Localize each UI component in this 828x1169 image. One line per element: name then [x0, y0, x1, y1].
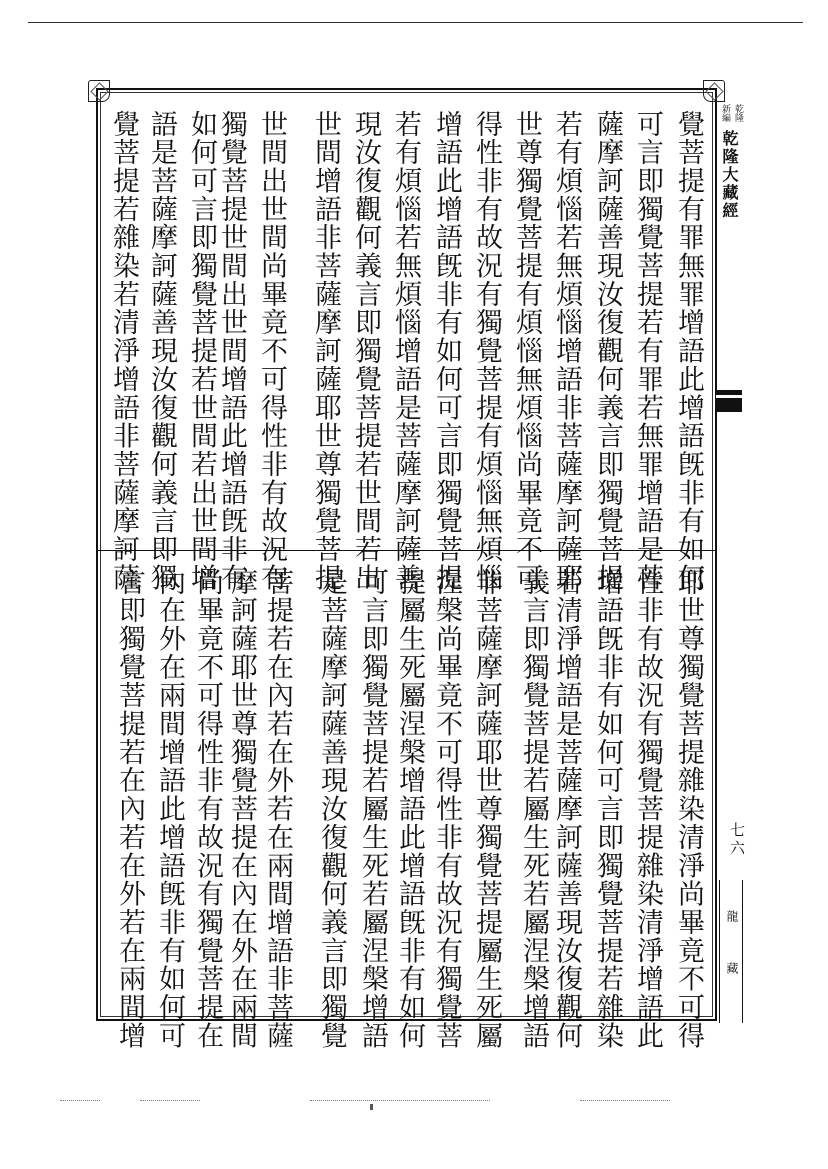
text-column: 世間出世間尚畢竟不可得性非有故況有: [256, 110, 287, 592]
text-column: 得性非有故況有獨覺菩提有煩惱無煩惱: [471, 110, 502, 592]
text-column: 覺菩提若雜染若清淨增語非菩薩摩訶薩: [108, 110, 139, 592]
bottom-dotted-rule: [140, 1100, 200, 1101]
text-column: 語是菩薩摩訶薩善現汝復觀何義言即獨: [146, 110, 177, 592]
text-column: 增語此增語旣非有如何可言即獨覺菩提: [431, 110, 462, 592]
bottom-dotted-rule: [310, 1100, 490, 1101]
text-column: 非菩薩摩訶薩耶世尊獨覺菩提屬生死屬: [471, 568, 502, 1050]
text-column: 若清淨增語是菩薩摩訶薩善現汝復觀何: [551, 568, 582, 1050]
text-column: 現汝復觀何義言即獨覺菩提若世間若出: [350, 110, 381, 592]
text-column: 增語旣非有如何可言即獨覺菩提若雜染: [592, 568, 623, 1050]
bottom-dotted-rule: [60, 1100, 100, 1101]
top-rule: [28, 22, 803, 23]
text-column: 獨覺菩提世間出世間增語此增語旣非有: [216, 110, 247, 592]
margin-block-mark: [716, 390, 742, 412]
text-column: 涅槃尚畢竟不可得性非有故況有獨覺菩: [431, 568, 462, 1050]
sutra-title: 乾隆大藏經: [720, 130, 739, 220]
text-column: 如何可言即獨覺菩提若世間若出世間增: [186, 110, 217, 592]
text-column: 覺菩提有罪無罪增語此增語旣非有如何: [673, 110, 704, 592]
text-column: 摩訶薩耶世尊獨覺菩提在內在外在兩間: [226, 568, 257, 1050]
text-column: 性非有故況有獨覺菩提雜染清淨增語此: [632, 568, 663, 1050]
edition-mark: 龍 藏: [725, 910, 739, 992]
text-column: 提屬生死屬涅槃增語此增語旣非有如何: [394, 568, 425, 1050]
text-column: 言即獨覺菩提若在內若在外若在兩間增: [114, 568, 145, 1050]
text-column: 若有煩惱若無煩惱增語是菩薩摩訶薩善: [390, 110, 421, 592]
text-column: 尚畢竟不可得性非有故況有獨覺菩提在: [192, 568, 223, 1050]
text-column: 薩摩訶薩善現汝復觀何義言即獨覺菩提: [592, 110, 623, 592]
margin-block-line: [716, 395, 742, 398]
text-column: 內在外在兩間增語此增語旣非有如何可: [154, 568, 185, 1050]
corner-ornament-left: [88, 80, 110, 102]
bottom-dotted-rule: [580, 1100, 670, 1101]
series-label-1: 乾隆: [733, 104, 743, 122]
text-column: 耶世尊獨覺菩提雜染清淨尚畢竟不可得: [673, 568, 704, 1050]
text-column: 可言即獨覺菩提若有罪若無罪增語是菩: [632, 110, 663, 592]
text-column: 是菩薩摩訶薩善現汝復觀何義言即獨覺: [316, 568, 347, 1050]
series-label-2: 新編: [720, 104, 730, 122]
text-column: 菩提若在內若在外若在兩間增語非菩薩: [262, 568, 293, 1050]
text-column: 義言即獨覺菩提若屬生死若屬涅槃增語: [518, 568, 549, 1050]
corner-ornament-right: [703, 80, 725, 102]
text-column: 世尊獨覺菩提有煩惱無煩惱尚畢竟不可: [511, 110, 542, 592]
page-number: 七六: [728, 822, 746, 858]
text-column: 若有煩惱若無煩惱增語非菩薩摩訶薩耶: [551, 110, 582, 592]
text-column: 世間增語非菩薩摩訶薩耶世尊獨覺菩提: [310, 110, 341, 592]
bottom-center-mark: [370, 1104, 373, 1110]
text-column: 可言即獨覺菩提若屬生死若屬涅槃增語: [357, 568, 388, 1050]
